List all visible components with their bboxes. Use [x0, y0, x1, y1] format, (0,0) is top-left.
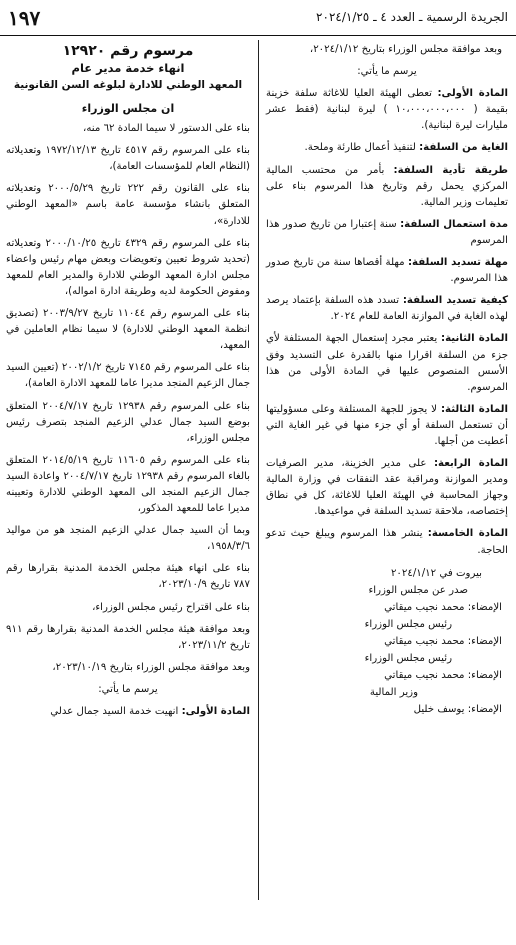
article-3-label: المادة الثالثة: [440, 403, 508, 415]
recital-3: بناء على القانون رقم ٢٢٢ تاريخ ٢٠٠٠/٥/٢٩ وتعديلاته المتعلق بانشاء مؤسسة عامة باسم «المعهد الوطني للادارة»، [6, 183, 250, 227]
repay-label: مهلة تسديد السلفة: [407, 257, 508, 269]
signature-line-7: وزير المالية [369, 686, 418, 698]
article-5 [266, 526, 508, 558]
left-article-1-text: انهيت خدمة السيد جمال عدلي [50, 706, 179, 717]
left-article-1 [6, 704, 250, 720]
signature-line-1: صدر عن مجلس الوزراء [368, 584, 468, 596]
recital-10: بناء على انهاء هيئة مجلس الخدمة المدنية بقرارها رقم ٧٨٧ تاريخ ٢٠٢٣/١٠/٩، [6, 563, 250, 591]
method-clause [266, 163, 508, 211]
recital-4: بناء على المرسوم رقم ٤٣٢٩ تاريخ ٢٠٠٠/١٠/٢٥ وتعديلاته (تحديد شروط تعيين وتعويضات وبعض مهام رئيس واعضاء مجلس ادارة المعهد الوطني للادارة والمدير العام للمعهد ومفوض الحكومة لديه وطريقة ادارة امواله)، [6, 237, 250, 297]
recital-1: بناء على الدستور لا سيما المادة ٦٢ منه، [83, 123, 250, 135]
signature-line-5: رئيس مجلس الوزراء [364, 652, 452, 664]
decree-title: مرسوم رقم ١٢٩٢٠ [62, 43, 194, 59]
recital-8: بناء على المرسوم رقم ١١٦٠٥ تاريخ ٢٠١٤/٥/١٩ المتعلق بالغاء المرسوم رقم ١٢٩٣٨ تاريخ ٢٠٠٤/٧/١٧ واعادة السيد جمال الزعيم المنجد الى المعهد الوطني للادارة وتعيينه مديرا عاما للمعهد المذكور، [6, 454, 251, 515]
repay-text: مهلة أقصاها سنة من تاريخ صدور هذا المرسوم. [266, 257, 508, 285]
left-column [6, 42, 250, 726]
article-5-text: ينشر هذا المرسوم ويبلغ حيث تدعو الحاجة. [266, 528, 508, 556]
how-label: كيفية تسديد السلفة: [402, 295, 508, 307]
article-5-label: المادة الخامسة: [427, 528, 508, 540]
column-divider [258, 40, 259, 900]
council-heading: ان مجلس الوزراء [81, 102, 175, 115]
usage-label: مدة استعمال السلفة: [400, 218, 508, 230]
recital-11: بناء على اقتراح رئيس مجلس الوزراء، [92, 601, 250, 613]
signature-line-4: الإمضاء: محمد نجيب ميقاتي [384, 635, 502, 647]
repay-clause [266, 255, 508, 287]
right-column [266, 42, 508, 718]
intro-paragraph: وبعد موافقة مجلس الوزراء بتاريخ ٢٠٢٤/١/١٢، [309, 44, 502, 55]
decrees-line-left: يرسم ما يأتي: [98, 683, 158, 695]
signature-line-2: الإمضاء: محمد نجيب ميقاتي [384, 601, 502, 613]
article-3 [266, 402, 508, 450]
usage-text: سنة إعتبارا من تاريخ صدور هذا المرسوم [266, 218, 508, 246]
recital-13: وبعد موافقة مجلس الوزراء بتاريخ ٢٠٢٣/١٠/١٩، [52, 661, 250, 673]
method-text: بأمر من محتسب المالية المركزي يحمل رقم وتاريخ هذا المرسوم بناء على تعليمات وزير المالية. [266, 164, 508, 208]
article-2-label: المادة الثانية: [441, 333, 508, 345]
signature-block [266, 565, 508, 718]
how-text: تسدد هذه السلفة بإعتماد يرصد لهذه الغاية في الموازنة العامة للعام ٢٠٢٤. [266, 295, 508, 323]
left-article-1-label: المادة الأولى: [181, 706, 250, 717]
article-4-text: على مدير الخزينة، مدير الصرفيات ومدير الموازنة ومراقبة عقد النفقات في وزارة المالية وجهاز المحاسبة في الهيئة العليا للاغاثة، كل في نطاق إختصاصه، ملاحقة تسديد السلفة في مواعيدها. [266, 458, 508, 518]
purpose-text: لتنفيذ أعمال طارئة وملحة. [304, 142, 416, 154]
purpose-clause [266, 140, 508, 156]
article-3-text: لا يجوز للجهة المستلفة وعلى مسؤوليتها أن تستعمل السلفة أو أي جزء منها في غير الغاية التي أعطيت من أجلها. [266, 403, 508, 447]
article-2 [266, 331, 508, 395]
gazette-issue-line: الجريدة الرسمية ـ العدد ٤ ـ ٢٠٢٤/١/٢٥ [316, 10, 508, 24]
method-label: طريقة تأدية السلفة: [393, 164, 509, 176]
recital-9: وبما أن السيد جمال عدلي الزعيم المنجد هو من مواليد ١٩٥٨/٣/٦، [6, 525, 250, 553]
decrees-line: يرسم ما يأتي: [357, 66, 417, 78]
recital-7: بناء على المرسوم رقم ١٢٩٣٨ تاريخ ٢٠٠٤/٧/١٧ المتعلق بوضع السيد جمال عدلي الزعيم المنجد بتصرف رئيس مجلس الوزراء، [6, 400, 251, 444]
signature-line-8: الإمضاء: يوسف خليل [413, 703, 502, 715]
signature-line-6: الإمضاء: محمد نجيب ميقاتي [384, 669, 502, 681]
article-1 [266, 86, 508, 134]
decree-subtitle: انهاء خدمة مدير عام [71, 61, 185, 75]
page-header [0, 0, 516, 36]
article-4-label: المادة الرابعة: [433, 458, 508, 470]
signature-line-3: رئيس مجلس الوزراء [364, 618, 452, 630]
article-1-label: المادة الأولى: [437, 88, 508, 100]
usage-clause [266, 217, 508, 249]
how-clause [266, 293, 508, 325]
article-1-text: تعطى الهيئة العليا للاغاثة سلفة خزينة بقيمة ( ١٠،٠٠٠،٠٠٠،٠٠٠ ) ليرة لبنانية (فقط عشر مليارات ليرة لبنانية). [266, 88, 508, 132]
decree-subtitle-2: المعهد الوطني للادارة لبلوغه السن القانونية [13, 79, 243, 91]
recital-6: بناء على المرسوم رقم ٧١٤٥ تاريخ ٢٠٠٢/١/٢ (تعيين السيد جمال الزعيم المنجد مديرا عاما للمعهد الادارة العامة)، [6, 362, 251, 390]
recital-5: بناء على المرسوم رقم ١١٠٤٤ تاريخ ٢٠٠٣/٩/٢٧ (تصديق انظمة المعهد الوطني للادارة) لا سيما نظام العاملين في المعهد، [6, 308, 251, 352]
recital-2: بناء على المرسوم رقم ٤٥١٧ تاريخ ١٩٧٢/١٢/١٣ وتعديلاته (النظام العام للمؤسسات العامة)، [6, 145, 250, 173]
page-number: ١٩٧ [8, 6, 41, 30]
article-2-text: يعتبر مجرد إستعمال الجهة المستلفة لأي جزء من السلفة اقرارا منها بالقدرة على التسديد وفق الأسس المنصوص عليها في المادة الأولى من هذا المرسوم. [266, 333, 508, 393]
article-4 [266, 456, 508, 520]
place-date: بيروت في ٢٠٢٤/١/١٢ [390, 567, 482, 579]
purpose-label: الغاية من السلفة: [419, 142, 508, 154]
recital-12: وبعد موافقة هيئة مجلس الخدمة المدنية بقرارها رقم ٩١١ تاريخ ٢٠٢٣/١١/٢، [6, 623, 250, 651]
